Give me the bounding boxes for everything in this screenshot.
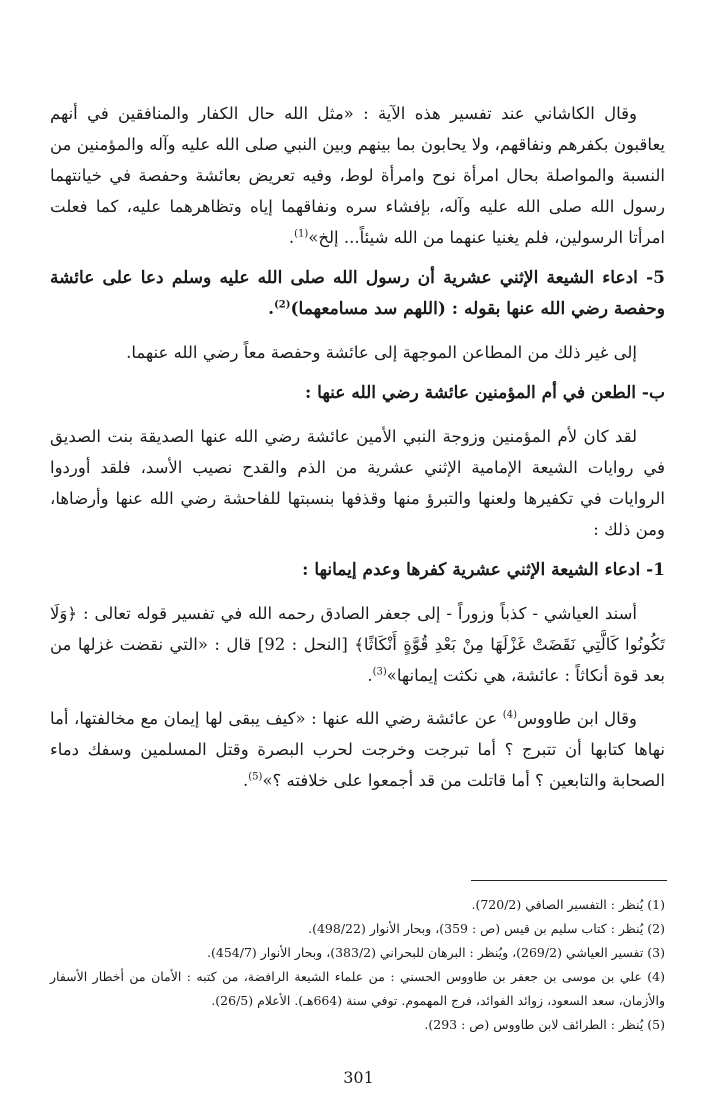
footnote-2: (2) يُنظر : كتاب سليم بن قيس (ص : 359)، وبحار الأنوار (498/22). <box>308 921 665 936</box>
paragraph-aisha-intro: لقد كان لأم المؤمنين وزوجة النبي الأمين عائشة رضي الله عنها الصديقة بنت الصديق في روايات الشيعة الإمامية الإثني عشرية من الذم والقدح نصيب الأسد، فلقد أوردوا الروايات في تكفيرها ولعنها والتبرؤ منها وقذفها بنسبتها للفاحشة رضي الله عنها وأرضاها، ومن ذلك : <box>50 427 665 539</box>
paragraph-text: أسند العياشي - كذباً وزوراً - إلى جعفر الصادق رحمه الله في تفسير قوله تعالى : ﴿وَلَا تَكُونُوا كَالَّتِي نَقَضَتْ غَزْلَهَا مِنْ بَعْدِ قُوَّةٍ أَنْكَاثًا﴾ [النحل : 92] قال : «التي نقضت غزلها من بعد قوة أنكاثاً : عائشة، هي نكثت إيمانها» <box>50 604 665 685</box>
paragraph-end: . <box>243 771 249 790</box>
footnotes <box>50 893 665 1037</box>
footnote-ref-1[interactable]: (1) <box>294 228 309 240</box>
paragraph-ibn-tawus <box>50 703 665 796</box>
footnote-3: (3) تفسير العياشي (269/2)، ويُنظر : البرهان للبحراني (383/2)، وبحار الأنوار (454/7). <box>207 945 665 960</box>
footnote-separator <box>471 880 667 881</box>
footnote-ref-2[interactable]: (2) <box>274 299 291 311</box>
paragraph-end: . <box>367 666 373 685</box>
footnote-ref-5[interactable]: (5) <box>248 771 263 783</box>
paragraph-ayyashi <box>50 598 665 691</box>
paragraph-text: عن عائشة رضي الله عنها : «كيف يبقى لها إيمان مع مخالفتها، أما نهاها كتابها أن تتبرج ؟ أما تبرجت وخرجت لحرب البصرة وقتل المسلمين وسفك دماء الصحابة والتابعين ؟ أما قاتلت من قد أجمعوا على خلافته ؟» <box>50 709 665 790</box>
paragraph-end: . <box>288 228 295 247</box>
heading-claim-1: 1- ادعاء الشيعة الإثني عشرية كفرها وعدم إيمانها : <box>302 560 665 580</box>
footnote-ref-4[interactable]: (4) <box>502 709 517 721</box>
heading-end: . <box>268 299 275 319</box>
footnote-1: (1) يُنظر : التفسير الصافي (720/2). <box>471 897 665 912</box>
heading-claim-5 <box>50 263 665 325</box>
footnote-4: (4) علي بن موسى بن جعفر بن طاووس الحسني : من علماء الشيعة الرافضة، من كتبه : الأمان من أخطار الأسفار والأزمان، سعد السعود، زوائد الفوائد، فرج المهموم. توفي سنة (664هـ). الأعلام (26/5). <box>50 969 665 1008</box>
paragraph-text: وقال الكاشاني عند تفسير هذه الآية : «مثل الله حال الكفار والمنافقين في أنهم يعاقبون بكفرهم ونفاقهم، ولا يحابون بما بينهم وبين النبي صلى الله عليه وآله والمؤمنين من النسبة والمواصلة بحال امرأة نوح وامرأة لوط، وفيه تعريض بعائشة وحفصة في خيانتهما رسول الله صلى الله عليه وآله، بإفشاء سره ونفاقهما إياه وتظاهرهما عليه، كما فعلت امرأتا الرسولين، فلم يغنيا عنهما من الله شيئاً... إلخ» <box>50 104 665 247</box>
paragraph-text: وقال ابن طاووس <box>516 709 637 728</box>
footnote-ref-3[interactable]: (3) <box>372 666 387 678</box>
heading-text: 5- ادعاء الشيعة الإثني عشرية أن رسول الله صلى الله عليه وسلم دعا على عائشة وحفصة رضي الله عنها بقوله : (اللهم سد مسامعهما) <box>50 268 665 319</box>
page-number: 301 <box>343 1068 374 1087</box>
page-body <box>50 98 665 796</box>
heading-section-b: ب- الطعن في أم المؤمنين عائشة رضي الله عنها : <box>304 383 665 403</box>
footnote-5: (5) يُنظر : الطرائف لابن طاووس (ص : 293). <box>424 1017 665 1032</box>
paragraph-other-accusations: إلى غير ذلك من المطاعن الموجهة إلى عائشة وحفصة معاً رضي الله عنهما. <box>126 343 637 362</box>
paragraph-kashani-quote <box>50 98 665 253</box>
